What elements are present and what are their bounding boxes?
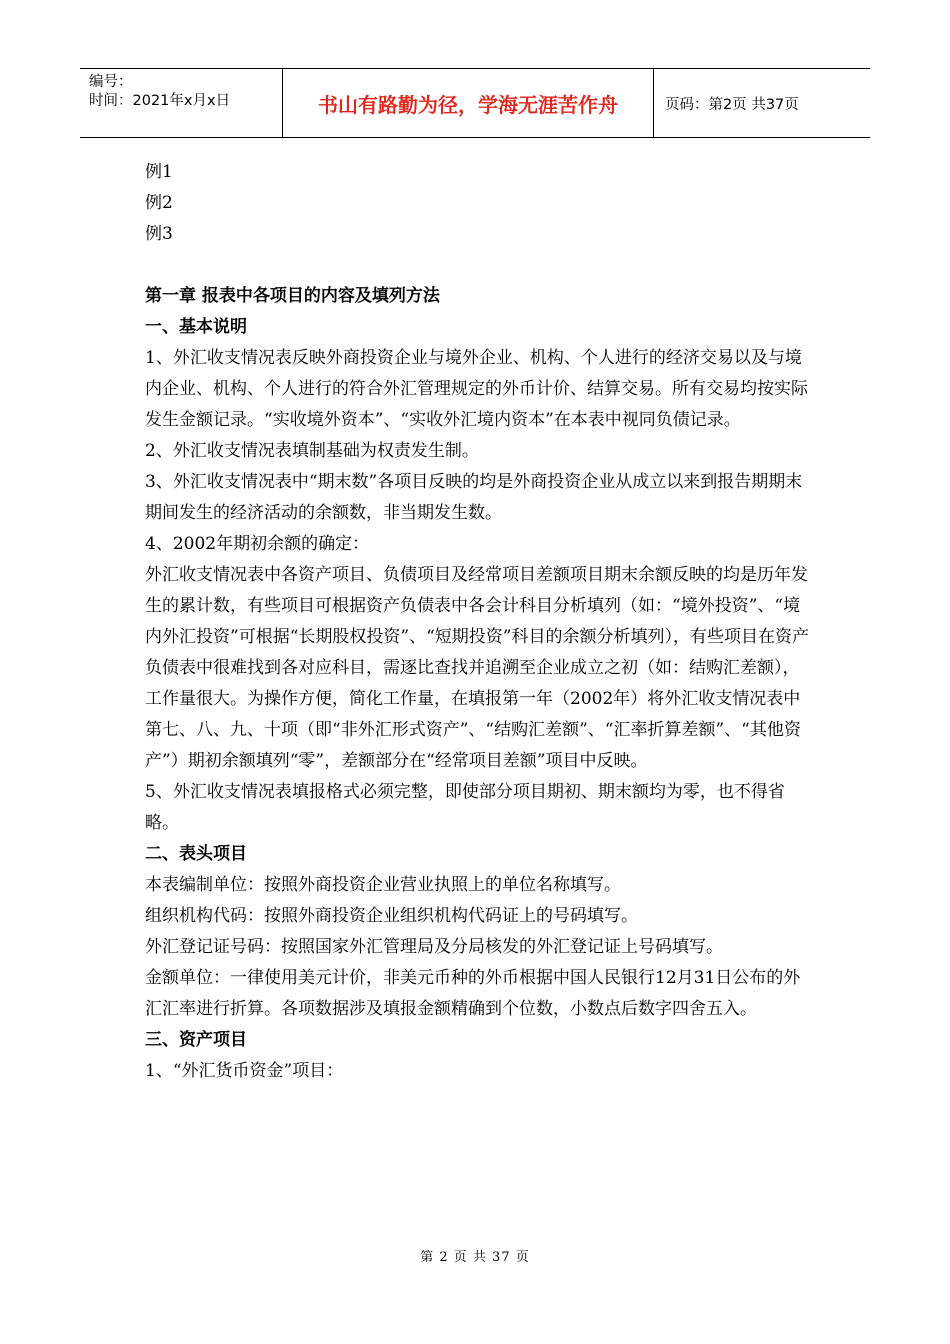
header-time: 时间：2021年x月x日: [89, 93, 231, 109]
header-motto: 书山有路勤为径，学海无涯苦作舟: [283, 69, 654, 137]
paragraph: 本表编制单位：按照外商投资企业营业执照上的单位名称填写。: [145, 875, 621, 895]
paragraph: 3、外汇收支情况表中“期末数”各项目反映的均是外商投资企业从成立以来到报告期期末期间发生的经济活动的余额数，非当期发生数。: [145, 472, 803, 523]
document-body: [145, 157, 810, 1087]
paragraph: 1、“外汇货币资金”项目：: [145, 1061, 344, 1081]
section-title-header-items: 二、表头项目: [145, 844, 247, 864]
paragraph: 1、外汇收支情况表反映外商投资企业与境外企业、机构、个人进行的经济交易以及与境内企业、机构、个人进行的符合外汇管理规定的外币计价、结算交易。所有交易均按实际发生金额记录。“实收境外资本”、“实收外汇境内资本”在本表中视同负债记录。: [145, 348, 808, 430]
example-3: 例3: [145, 224, 173, 244]
page-header-table: [80, 68, 870, 138]
paragraph: 组织机构代码：按照外商投资企业组织机构代码证上的号码填写。: [145, 906, 638, 926]
page-footer: 第 2 页 共 37 页: [420, 1250, 530, 1265]
section-title-assets: 三、资产项目: [145, 1030, 247, 1050]
paragraph: 4、2002年期初余额的确定：: [145, 534, 370, 554]
header-number: 编号：: [89, 74, 133, 90]
paragraph: 5、外汇收支情况表填报格式必须完整，即使部分项目期初、期末额均为零，也不得省略。: [145, 782, 785, 833]
chapter-title: 第一章 报表中各项目的内容及填列方法: [145, 286, 440, 306]
example-2: 例2: [145, 193, 173, 213]
example-1: 例1: [145, 162, 173, 182]
paragraph: 外汇收支情况表中各资产项目、负债项目及经常项目差额项目期末余额反映的均是历年发生的累计数，有些项目可根据资产负债表中各会计科目分析填列（如：“境外投资”、“境内外汇投资”可根据“长期股权投资”、“短期投资”科目的余额分析填列），有些项目在资产负债表中很难找到各对应科目，需逐比查找并追溯至企业成立之初（如：结购汇差额），工作量很大。为操作方便，简化工作量，在填报第一年（2002年）将外汇收支情况表中第七、八、九、十项（即“非外汇形式资产”、“结购汇差额”、“汇率折算差额”、“其他资产”）期初余额填列“零”，差额部分在“经常项目差额”项目中反映。: [145, 565, 809, 771]
section-title-basic: 一、基本说明: [145, 317, 247, 337]
header-info-cell: [80, 69, 283, 137]
spacer: [145, 250, 810, 281]
paragraph: 金额单位：一律使用美元计价，非美元币种的外币根据中国人民银行12月31日公布的外汇汇率进行折算。各项数据涉及填报金额精确到个位数，小数点后数字四舍五入。: [145, 968, 801, 1019]
paragraph: 外汇登记证号码：按照国家外汇管理局及分局核发的外汇登记证上号码填写。: [145, 937, 723, 957]
header-page-code: 页码：第2页 共37页: [665, 96, 799, 113]
paragraph: 2、外汇收支情况表填制基础为权责发生制。: [145, 441, 479, 461]
